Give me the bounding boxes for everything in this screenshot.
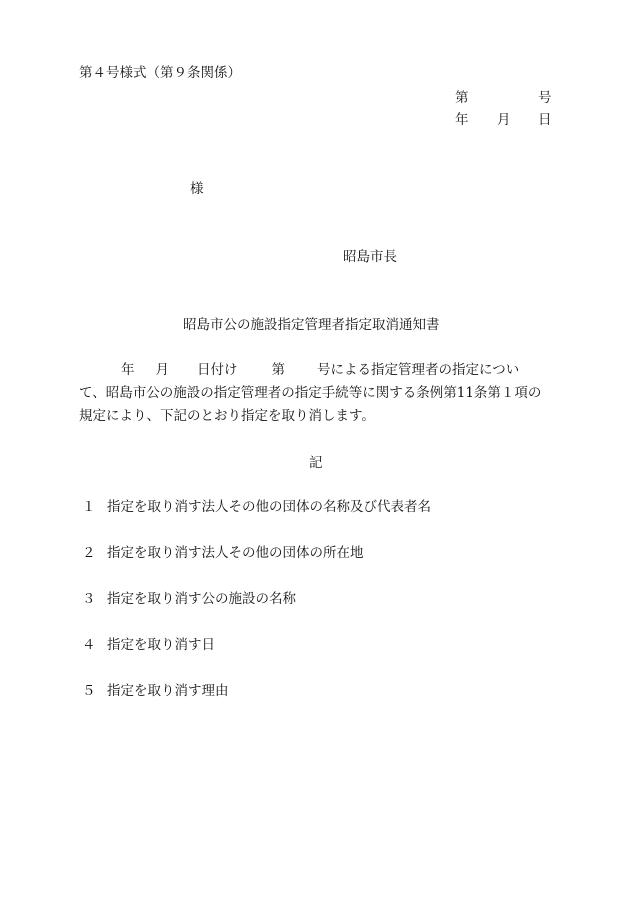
body-line-3: 規定により、下記のとおり指定を取り消します。 (79, 408, 375, 424)
document-number-prefix: 第 (455, 90, 469, 106)
body-number-prefix: 第 (271, 362, 285, 378)
list-item (82, 501, 431, 515)
date-month-label: 月 (497, 112, 511, 128)
form-label: 第４号様式（第９条関係） (79, 65, 241, 81)
body-line-2: て、昭島市公の施設の指定管理者の指定手続等に関する条例第11条第１項の (79, 385, 542, 401)
item-text: 指定を取り消す理由 (107, 683, 229, 699)
body-line-1 (79, 364, 519, 378)
item-number: ２ (82, 545, 96, 561)
item-number: ４ (82, 637, 96, 653)
date-year-label: 年 (455, 112, 469, 128)
item-number: １ (82, 499, 96, 515)
item-text: 指定を取り消す法人その他の団体の所在地 (107, 545, 364, 561)
body-line-1-rest: 号による指定管理者の指定につい (317, 362, 520, 378)
body-year-label: 年 (121, 362, 135, 378)
body-dated-label: 日付け (197, 362, 238, 378)
list-item (82, 685, 229, 699)
ki-heading: 記 (309, 455, 323, 471)
document-number-suffix: 号 (538, 90, 552, 106)
list-item (82, 639, 215, 653)
body-month-label: 月 (155, 362, 169, 378)
sender-name: 昭島市長 (343, 249, 397, 265)
document-title: 昭島市公の施設指定管理者指定取消通知書 (183, 317, 440, 333)
date-day-label: 日 (538, 112, 552, 128)
item-number: ５ (82, 683, 96, 699)
item-text: 指定を取り消す公の施設の名称 (107, 591, 296, 607)
item-number: ３ (82, 591, 96, 607)
item-text: 指定を取り消す法人その他の団体の名称及び代表者名 (107, 499, 431, 515)
recipient-honorific: 様 (190, 181, 204, 197)
item-text: 指定を取り消す日 (107, 637, 215, 653)
list-item (82, 593, 296, 607)
list-item (82, 547, 364, 561)
